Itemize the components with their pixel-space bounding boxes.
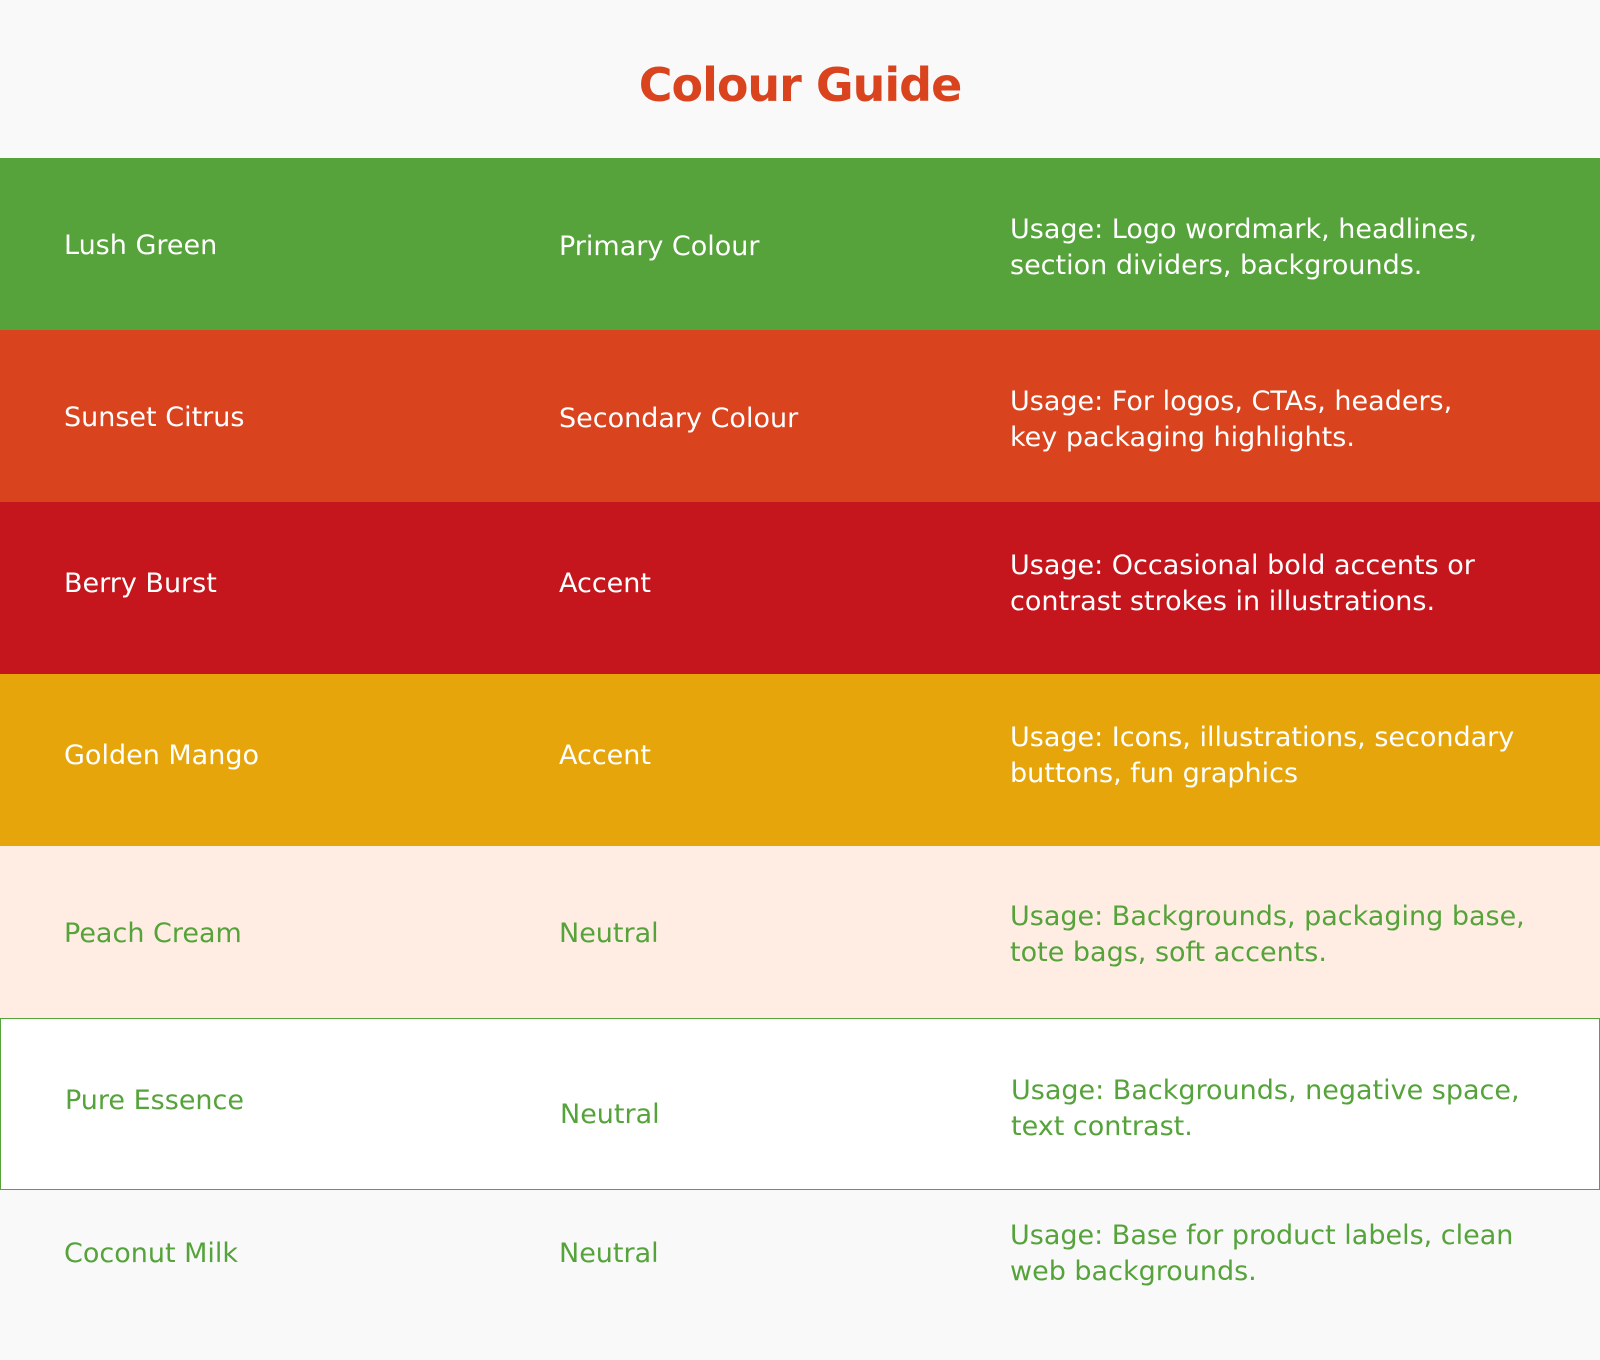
colour-role: Secondary Colour [559, 403, 799, 434]
colour-role: Neutral [560, 1099, 660, 1130]
colour-row-pure-essence [0, 1018, 1600, 1190]
colour-row-coconut-milk [0, 1190, 1600, 1360]
colour-name: Sunset Citrus [64, 402, 245, 433]
colour-row-berry-burst [0, 502, 1600, 674]
colour-table [0, 158, 1600, 1360]
colour-name: Golden Mango [64, 740, 259, 771]
colour-row-golden-mango [0, 674, 1600, 846]
colour-role: Neutral [559, 1238, 659, 1269]
colour-usage: Usage: Base for product labels, clean web backgrounds. [1010, 1220, 1514, 1287]
colour-usage: Usage: Backgrounds, negative space, text contrast. [1011, 1075, 1520, 1142]
page-title: Colour Guide [638, 58, 962, 112]
colour-role: Primary Colour [559, 231, 760, 262]
colour-name: Berry Burst [64, 568, 217, 599]
colour-role: Accent [559, 740, 651, 771]
colour-row-peach-cream [0, 846, 1600, 1018]
colour-name: Pure Essence [65, 1085, 244, 1116]
colour-usage: Usage: Occasional bold accents or contrast strokes in illustrations. [1010, 550, 1475, 617]
colour-usage: Usage: Backgrounds, packaging base, tote bags, soft accents. [1010, 901, 1525, 968]
colour-usage: Usage: Logo wordmark, headlines, section dividers, backgrounds. [1010, 214, 1478, 281]
colour-usage: Usage: For logos, CTAs, headers, key packaging highlights. [1010, 386, 1453, 453]
colour-row-sunset-citrus [0, 330, 1600, 502]
colour-name: Lush Green [64, 230, 218, 261]
colour-name: Coconut Milk [64, 1238, 239, 1269]
colour-role: Neutral [559, 918, 659, 949]
colour-name: Peach Cream [64, 918, 242, 949]
colour-usage: Usage: Icons, illustrations, secondary buttons, fun graphics [1010, 722, 1515, 789]
colour-role: Accent [559, 568, 651, 599]
colour-row-lush-green [0, 158, 1600, 330]
